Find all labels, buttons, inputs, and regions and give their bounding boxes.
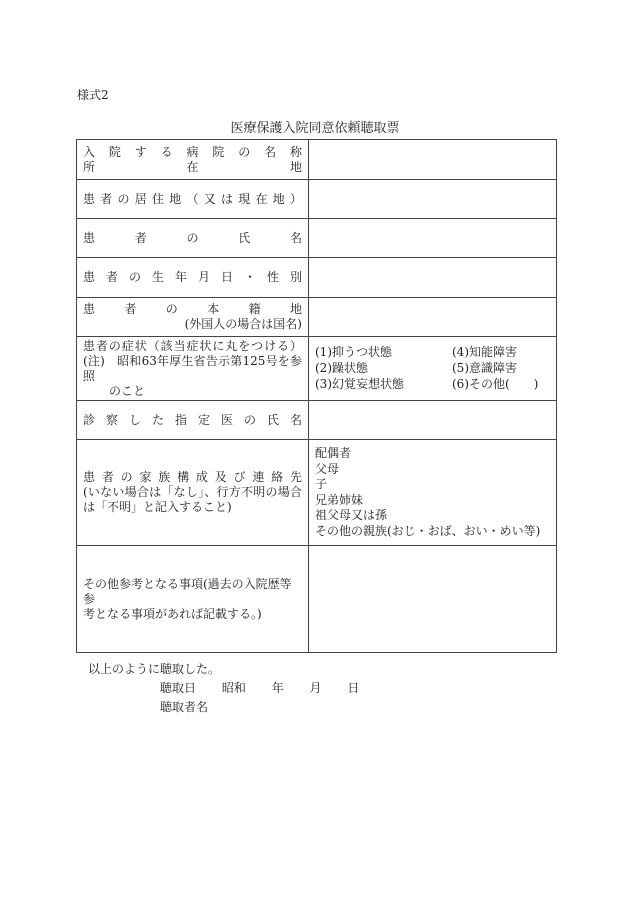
label-residence: 患者の居住地（又は現在地）	[83, 191, 302, 206]
symptom-option[interactable]: (3)幻覚妄想状態	[315, 377, 404, 391]
footer	[88, 660, 381, 717]
symptom-option[interactable]: (1)抑うつ状態	[315, 345, 392, 359]
family-option[interactable]: 父母	[315, 461, 340, 476]
field-other[interactable]	[309, 546, 557, 653]
label-domicile: 患者の本籍地	[83, 302, 302, 316]
family-option[interactable]: 兄弟姉妹	[315, 492, 364, 507]
note-symptoms-1: (注) 昭和63年厚生省告示第125号を参照	[83, 353, 302, 383]
row-residence	[77, 180, 557, 219]
row-name	[77, 219, 557, 258]
label-other-1: その他参考となる事項(過去の入院歴等参	[83, 576, 292, 606]
label-patient-name: 患者の氏名	[83, 230, 302, 245]
field-birth-sex[interactable]	[309, 258, 557, 298]
row-other	[77, 546, 557, 653]
family-option[interactable]: 配偶者	[315, 446, 352, 460]
label-domicile-sub: (外国人の場合は国名)	[184, 317, 302, 331]
symptom-options	[315, 345, 550, 392]
symptom-option[interactable]: (4)知能障害	[452, 345, 517, 359]
label-hospital-address: 所在地	[83, 159, 302, 174]
family-option[interactable]: その他の親族(おじ・おば、おい・めい等)	[315, 523, 541, 538]
statement: 以上のように聴取した。	[88, 662, 221, 676]
field-doctor[interactable]	[309, 401, 557, 440]
label-other-2: 考となる事項があれば記載する。)	[83, 606, 262, 621]
row-birth	[77, 258, 557, 298]
row-doctor	[77, 401, 557, 440]
label-doctor: 診察した指定医の氏名	[83, 412, 302, 427]
symptom-option[interactable]: (2)躁状態	[315, 361, 368, 375]
row-domicile	[77, 298, 557, 337]
row-symptoms	[77, 337, 557, 401]
day-label: 日	[347, 681, 360, 695]
family-options	[309, 440, 557, 546]
label-birth-sex: 患者の生年月日・性別	[83, 270, 302, 284]
interviewer-label: 聴取者名	[160, 700, 209, 714]
field-patient-name[interactable]	[309, 219, 557, 258]
row-family	[77, 440, 557, 546]
year-label: 年	[271, 681, 284, 695]
note-family-1: (いない場合は「なし」、行方不明の場合	[83, 485, 302, 499]
note-symptoms-2: のこと	[109, 383, 146, 398]
symptom-option[interactable]: (6)その他( )	[452, 377, 539, 391]
label-family: 患者の家族構成及び連絡先	[83, 470, 302, 484]
family-option[interactable]: 子	[315, 477, 328, 491]
row-hospital	[77, 140, 557, 180]
symptom-option[interactable]: (5)意識障害	[452, 361, 517, 375]
field-domicile[interactable]	[309, 298, 557, 337]
field-hospital[interactable]	[309, 140, 557, 180]
label-symptoms: 患者の症状（該当症状に丸をつける）	[83, 338, 302, 353]
family-option[interactable]: 祖父母又は孫	[315, 508, 388, 522]
date-label: 聴取日	[160, 681, 197, 695]
form-id: 様式2	[77, 88, 109, 102]
hearing-date	[160, 679, 381, 698]
field-residence[interactable]	[309, 180, 557, 219]
note-family-2: は「不明」と記入すること)	[83, 500, 232, 514]
hearing-form-table	[76, 139, 557, 653]
form-title: 医療保護入院同意依頼聴取票	[230, 121, 400, 136]
label-hospital-name: 入院する病院の名称	[83, 144, 302, 159]
era-label: 昭和	[221, 681, 246, 695]
month-label: 月	[309, 681, 322, 695]
